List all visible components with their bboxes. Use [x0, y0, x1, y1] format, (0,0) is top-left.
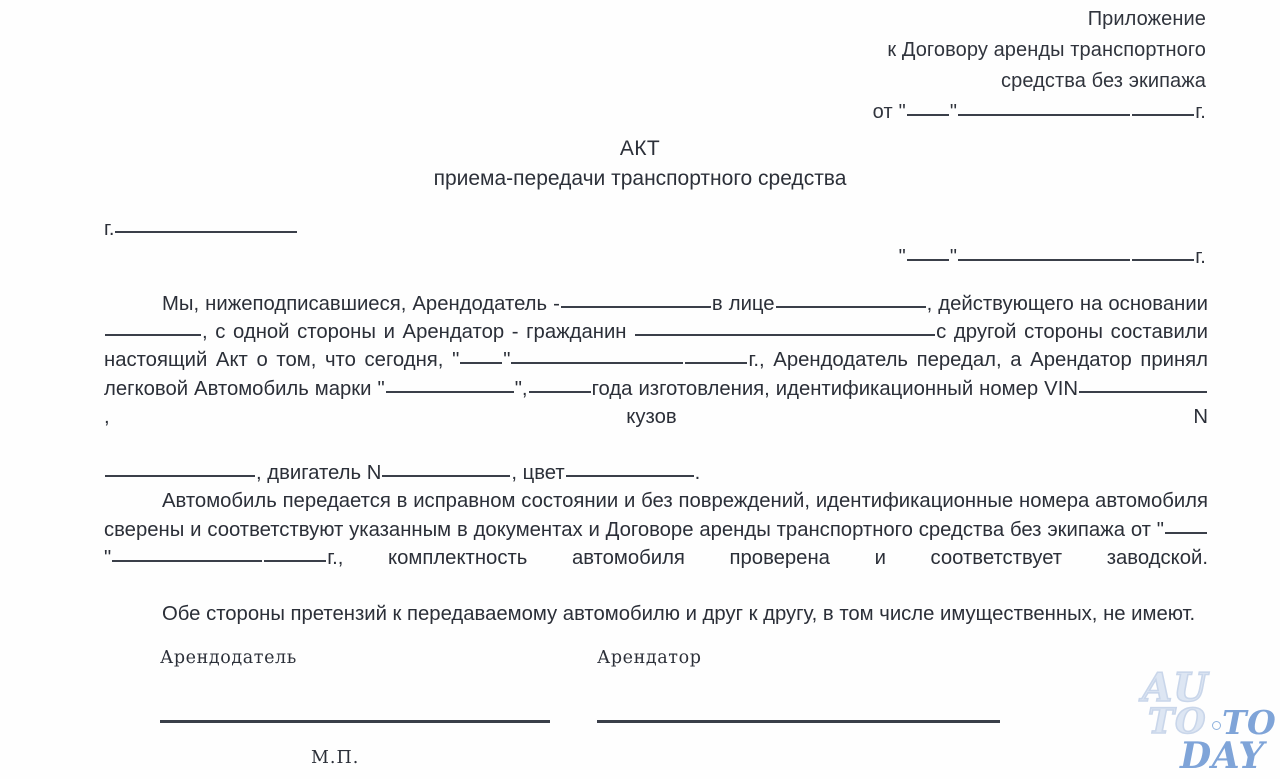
- header-contract-date-line: [686, 97, 1206, 128]
- page-title: [0, 134, 1280, 194]
- p1-seg-12: года изготовления, идентификационный номер VIN: [591, 377, 1078, 400]
- transfer-date-day-blank[interactable]: [460, 362, 502, 364]
- p3-seg-1: Обе стороны претензий к передаваемому автомобилю и друг к другу, в том числе имущественных, не имеют.: [162, 603, 1196, 626]
- color-blank[interactable]: [566, 475, 694, 477]
- vin-blank[interactable]: [1079, 391, 1207, 393]
- p1-last-line: [104, 462, 700, 484]
- p2-justified-block: [104, 487, 1208, 600]
- p1-seg-13: , кузов N: [104, 405, 1208, 428]
- watermark-to-solid-text: TO: [1222, 703, 1277, 742]
- paragraph-parties-and-vehicle: [104, 290, 1208, 487]
- city-date-row: [104, 218, 1206, 270]
- lessee-signature-line[interactable]: [597, 720, 1000, 723]
- signing-date-suffix: г.: [1195, 246, 1206, 268]
- signature-labels: [160, 648, 1060, 678]
- lessee-name-blank[interactable]: [635, 334, 935, 336]
- title-line-1: АКТ: [619, 137, 661, 160]
- engine-number-blank[interactable]: [382, 475, 510, 477]
- header-date-day-blank[interactable]: [907, 114, 949, 116]
- header-date-quote-close: ": [949, 101, 958, 123]
- transfer-date-month-blank[interactable]: [511, 362, 683, 364]
- header-date-month-blank[interactable]: [958, 114, 1130, 116]
- p1-seg-9: г., Арендодатель передал, а Арендатор принял легковой Автомобиль марки: [104, 349, 1208, 400]
- manufacture-year-blank[interactable]: [529, 391, 591, 393]
- lessor-representative-blank[interactable]: [776, 306, 926, 308]
- stamp-place-label: М.П.: [311, 748, 360, 768]
- watermark-dot-icon: [1212, 721, 1221, 730]
- p2-seg-1: Автомобиль передается в исправном состоянии и без повреждений, идентификационные номера автомобиля сверены и соответствуют указанным в документах и Договоре аренды транспортного средства без экипажа от ": [104, 490, 1208, 541]
- p1-justified-block: [104, 290, 1208, 459]
- signing-date-field: [899, 246, 1206, 269]
- header-date-suffix: г.: [1195, 101, 1206, 123]
- header-date-year-blank[interactable]: [1132, 114, 1194, 116]
- lessor-signature-label: Арендодатель: [160, 648, 297, 668]
- paragraph-no-claims: [104, 600, 1208, 628]
- header-line-2: к Договору аренды транспортного: [887, 39, 1206, 61]
- header-line-3: средства без экипажа: [1001, 70, 1206, 92]
- paragraph-condition: [104, 487, 1208, 600]
- signature-area: [160, 648, 1060, 760]
- p1-seg-11: ",: [514, 377, 528, 400]
- city-field: [104, 218, 298, 241]
- p1-seg-4: действующего на основании: [938, 293, 1208, 315]
- watermark-day-text: DAY: [1180, 735, 1265, 777]
- body-number-blank[interactable]: [105, 475, 255, 477]
- transfer-date-year-blank[interactable]: [685, 362, 747, 364]
- p1-seg-5: , с одной стороны и Арендатор - гражданин: [202, 321, 627, 344]
- signing-date-day-blank[interactable]: [907, 259, 949, 261]
- lessee-signature-label: Арендатор: [597, 648, 702, 668]
- watermark-auto-today: [1138, 661, 1277, 777]
- rental-contract-day-blank[interactable]: [1165, 532, 1207, 534]
- lessor-name-blank[interactable]: [561, 306, 711, 308]
- signature-lines: [160, 720, 1060, 760]
- p1-seg-2: в лице: [711, 293, 775, 315]
- signing-date-year-blank[interactable]: [1132, 259, 1194, 261]
- signing-date-quote-close: ": [949, 246, 958, 268]
- p1-seg-14: , двигатель N: [256, 462, 382, 485]
- p2-seg-3: г., комплектность автомобиля проверена и соответствует заводской.: [327, 546, 1208, 569]
- document-body: [104, 290, 1208, 628]
- basis-document-blank[interactable]: [105, 334, 201, 336]
- p1-seg-1: Мы, нижеподписавшиеся, Арендодатель -: [162, 293, 560, 315]
- header-date-prefix: от ": [872, 101, 906, 123]
- city-name-blank[interactable]: [115, 231, 297, 233]
- p1-seg-16: .: [694, 462, 701, 485]
- rental-contract-year-blank[interactable]: [264, 560, 326, 562]
- lessor-signature-line[interactable]: [160, 720, 550, 723]
- p1-seg-10: ": [377, 377, 385, 400]
- p1-seg-3: ,: [926, 293, 933, 315]
- signing-date-quote-open: ": [898, 246, 906, 268]
- signing-date-month-blank[interactable]: [958, 259, 1130, 261]
- city-label: г.: [104, 218, 115, 240]
- title-line-2: приема-передачи транспортного средства: [433, 167, 847, 190]
- p1-seg-15: , цвет: [511, 462, 565, 485]
- header-line-1: Приложение: [1087, 8, 1206, 30]
- p1-seg-6: с другой стороны составили настоящий Акт о том, что сегодня,: [104, 321, 1208, 372]
- watermark-to-outline-text: TO: [1148, 701, 1207, 742]
- p1-seg-8: ": [503, 349, 511, 372]
- car-brand-blank[interactable]: [386, 391, 514, 393]
- rental-contract-month-blank[interactable]: [112, 560, 262, 562]
- document-header: [686, 4, 1206, 128]
- p2-seg-2: ": [104, 546, 112, 569]
- watermark-au-text: AU: [1142, 665, 1209, 711]
- p1-seg-7: ": [452, 349, 460, 372]
